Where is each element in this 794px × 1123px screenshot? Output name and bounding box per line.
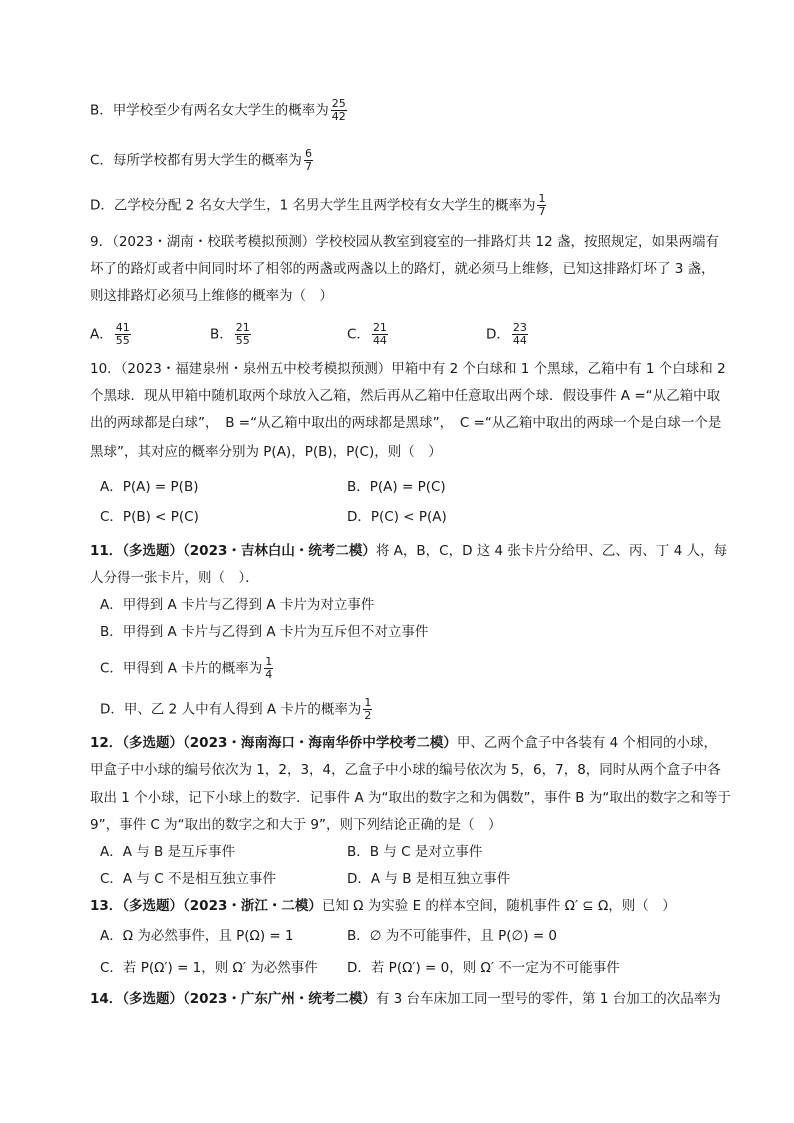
q13-option-b: B．∅ 为不可能事件，且 P(∅) = 0 [347, 928, 558, 944]
q11-line-2: 人分得一张卡片，则（ ）． [90, 570, 259, 586]
q8-option-d: D．乙学校分配 2 名女大学生，1 名男大学生且两学校有女大学生的概率为 $\frac{1}{7}$ [90, 192, 546, 218]
q10-line-2: 个黑球．现从甲箱中随机取两个球放入乙箱，然后再从乙箱中任意取出两个球．假设事件 A =“从乙箱中取 [90, 388, 721, 404]
q10-line-4: 黑球”，其对应的概率分别为 P(A)，P(B)，P(C)，则（ ） [90, 444, 442, 460]
q13-option-c: C．若 P(Ω′) = 1，则 Ω′ 为必然事件 [100, 960, 318, 976]
q14-line-1: 14．（多选题）（2023・广东广州・统考二模）有 3 台车床加工同一型号的零件，第 1 台加工的次品率为 [90, 991, 721, 1007]
q10-line-1: 10．（2023・福建泉州・泉州五中校考模拟预测）甲箱中有 2 个白球和 1 个黑球，乙箱中有 1 个白球和 2 [90, 361, 726, 377]
q9-option-a: A． $\frac{41}{55}$ [90, 321, 130, 347]
q12-option-d: D．A 与 B 是相互独立事件 [347, 871, 511, 887]
q9-option-b: B． $\frac{21}{55}$ [210, 321, 250, 347]
q12-option-a: A．A 与 B 是互斥事件 [100, 844, 236, 860]
q11-option-a: A．甲得到 A 卡片与乙得到 A 卡片为对立事件 [100, 597, 375, 613]
q12-option-b: B．B 与 C 是对立事件 [347, 844, 483, 860]
q13-option-d: D．若 P(Ω′) = 0，则 Ω′ 不一定为不可能事件 [347, 960, 620, 976]
q11-option-d: D．甲、乙 2 人中有人得到 A 卡片的概率为 $\frac{1}{2}$ [100, 696, 372, 722]
q11-option-c: C．甲得到 A 卡片的概率为 $\frac{1}{4}$ [100, 655, 273, 681]
q8-option-c: C．每所学校都有男大学生的概率为 $\frac{6}{7}$ [90, 147, 312, 173]
q12-line-1: 12．（多选题）（2023・海南海口・海南华侨中学校考二模）甲、乙两个盒子中各装有 4 个相同的小球， [90, 735, 718, 751]
q9-option-c: C． $\frac{21}{44}$ [347, 321, 387, 347]
q13-option-a: A．Ω 为必然事件，且 P(Ω) = 1 [100, 928, 294, 944]
q9-line-1: 9．（2023・湖南・校联考模拟预测）学校校园从教室到寝室的一排路灯共 12 盏，按照规定，如果两端有 [90, 234, 719, 250]
q12-line-2: 甲盒子中小球的编号依次为 1，2，3，4，乙盒子中小球的编号依次为 5，6，7，8，同时从两个盒子中各 [90, 762, 721, 778]
fraction: $\frac{6}{7}$ [304, 147, 312, 173]
q11-option-b: B．甲得到 A 卡片与乙得到 A 卡片为互斥但不对立事件 [100, 624, 429, 640]
fraction: $\frac{1}{7}$ [538, 192, 546, 218]
q9-line-2: 坏了的路灯或者中间同时坏了相邻的两盏或两盏以上的路灯，就必须马上维修，已知这排路灯坏了 3 盏， [90, 261, 715, 277]
q10-option-a: A．P(A) = P(B) [100, 479, 199, 495]
q9-line-3: 则这排路灯必须马上维修的概率为（ ） [90, 288, 333, 304]
q13-line-1: 13．（多选题）（2023・浙江・二模）已知 Ω 为实验 E 的样本空间，随机事件 Ω′ ⊆ Ω，则（ ） [90, 898, 676, 914]
q10-option-b: B．P(A) = P(C) [347, 479, 446, 495]
q11-line-1: 11．（多选题）（2023・吉林白山・统考二模）将 A，B，C，D 这 4 张卡片分给甲、乙、丙、丁 4 人，每 [90, 543, 728, 559]
q12-line-3: 取出 1 个小球，记下小球上的数字．记事件 A 为“取出的数字之和为偶数”，事件 B 为“取出的数字之和等于 [90, 790, 731, 806]
q10-line-3: 出的两球都是白球”， B =“从乙箱中取出的两球都是黑球”， C =“从乙箱中取出的两球一个是白球一个是 [90, 415, 722, 431]
fraction: $\frac{25}{42}$ [331, 97, 346, 123]
q12-line-4: 9”，事件 C 为“取出的数字之和大于 9”，则下列结论正确的是（ ） [90, 817, 502, 833]
q8-option-b: B．甲学校至少有两名女大学生的概率为 $\frac{25}{42}$ [90, 97, 346, 123]
q10-option-c: C．P(B) < P(C) [100, 509, 199, 525]
q10-option-d: D．P(C) < P(A) [347, 509, 447, 525]
q9-option-d: D． $\frac{23}{44}$ [486, 321, 527, 347]
q12-option-c: C．A 与 C 不是相互独立事件 [100, 871, 276, 887]
